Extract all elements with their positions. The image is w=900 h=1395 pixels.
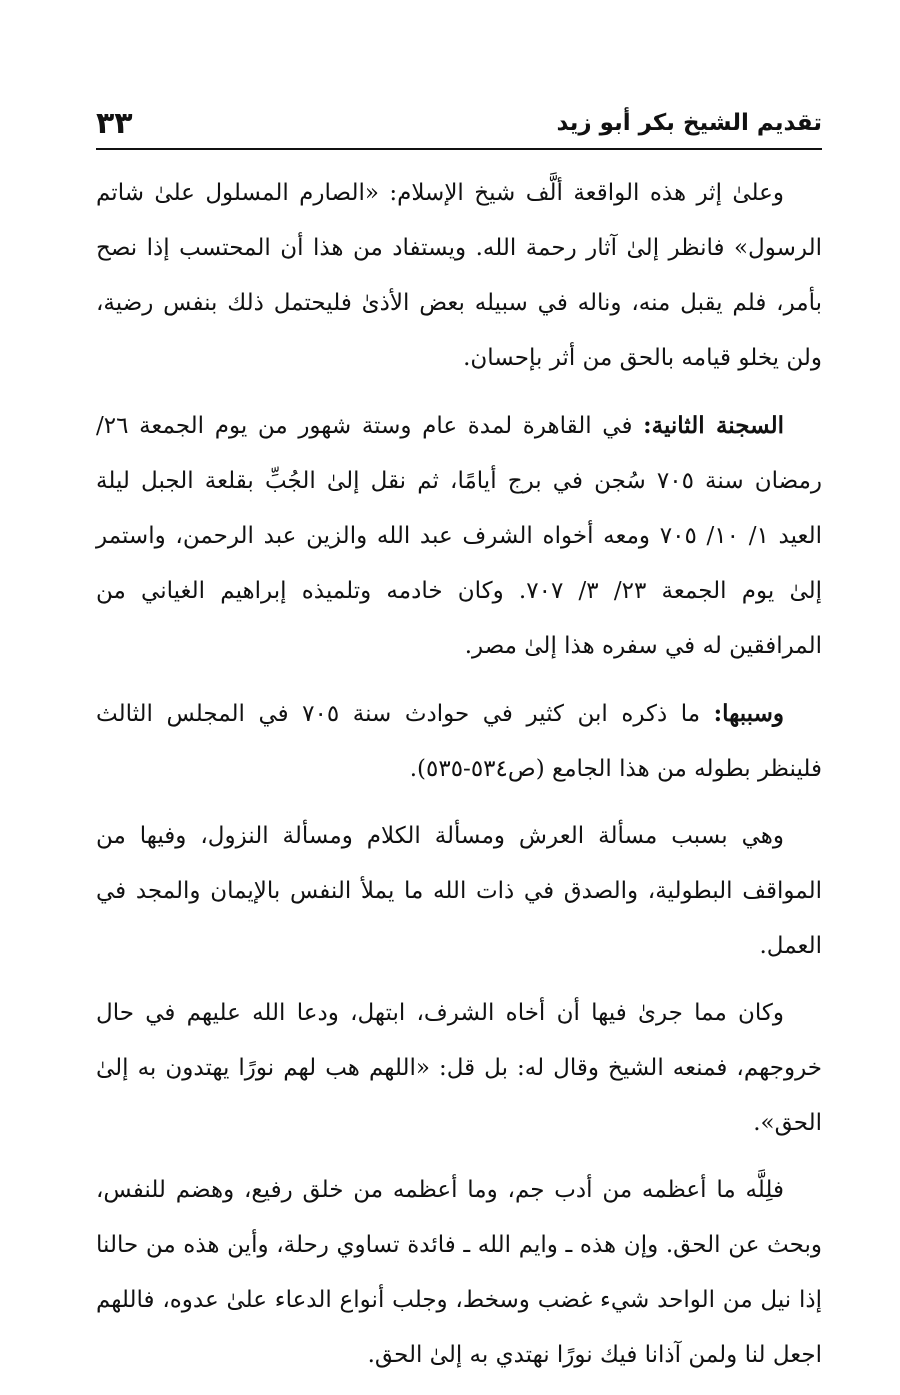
paragraph-4-text: وهي بسبب مسألة العرش ومسألة الكلام ومسألة النزول، وفيها من المواقف البطولية، والصدق في ذات الله ما يملأ النفس بالإيمان والمجد في العمل. [96, 823, 822, 959]
paragraph-6 [96, 1163, 822, 1383]
paragraph-1 [96, 166, 822, 386]
header-rule [96, 148, 822, 150]
paragraph-3 [96, 686, 822, 797]
paragraph-2-text: في القاهرة لمدة عام وستة شهور من يوم الجمعة ٢٦/ رمضان سنة ٧٠٥ سُجن في برج أيامًا، ثم نقل إلىٰ الجُبِّ بقلعة الجبل ليلة العيد ١/ ١٠/ ٧٠٥ ومعه أخواه الشرف عبد الله والزين عبد الرحمن، واستمر إلىٰ يوم الجمعة ٢٣/ ٣/ ٧٠٧. وكان خادمه وتلميذه إبراهيم الغياني من المرافقين له في سفره هذا إلىٰ مصر. [96, 413, 823, 659]
body-text [96, 166, 822, 1395]
paragraph-2-heading: السجنة الثانية: [643, 412, 784, 439]
running-title: تقديم الشيخ بكر أبو زيد [556, 110, 822, 136]
page-header [96, 104, 822, 146]
paragraph-5 [96, 986, 822, 1151]
paragraph-4 [96, 809, 822, 974]
paragraph-5-text: وكان مما جرىٰ فيها أن أخاه الشرف، ابتهل، ودعا الله عليهم في حال خروجهم، فمنعه الشيخ وقال له: بل قل: «اللهم هب لهم نورًا يهتدون به إلىٰ الحق». [96, 1000, 822, 1136]
paragraph-3-text: ما ذكره ابن كثير في حوادث سنة ٧٠٥ في المجلس الثالث فلينظر بطوله من هذا الجامع (ص٥٣٤-٥٣٥). [96, 701, 822, 782]
paragraph-6-text: فلِلَّه ما أعظمه من أدب جم، وما أعظمه من خلق رفيع، وهضم للنفس، وبحث عن الحق. وإن هذه ـ وايم الله ـ فائدة تساوي رحلة، وأين هذه من حالنا إذا نيل من الواحد شيء غضب وسخط، وجلب أنواع الدعاء علىٰ عدوه، فاللهم اجعل لنا ولمن آذانا فيك نورًا نهتدي به إلىٰ الحق. [96, 1177, 822, 1368]
paragraph-2 [96, 398, 822, 674]
paragraph-1-text: وعلىٰ إثر هذه الواقعة ألَّف شيخ الإسلام: «الصارم المسلول علىٰ شاتم الرسول» فانظر إلىٰ آثار رحمة الله. ويستفاد من هذا أن المحتسب إذا نصح بأمر، فلم يقبل منه، وناله في سبيله بعض الأذىٰ فليحتمل ذلك بنفس رضية، ولن يخلو قيامه بالحق من أثر بإحسان. [96, 180, 822, 371]
paragraph-3-heading: وسببها: [713, 700, 784, 727]
page-number: ٣٣ [96, 106, 133, 141]
